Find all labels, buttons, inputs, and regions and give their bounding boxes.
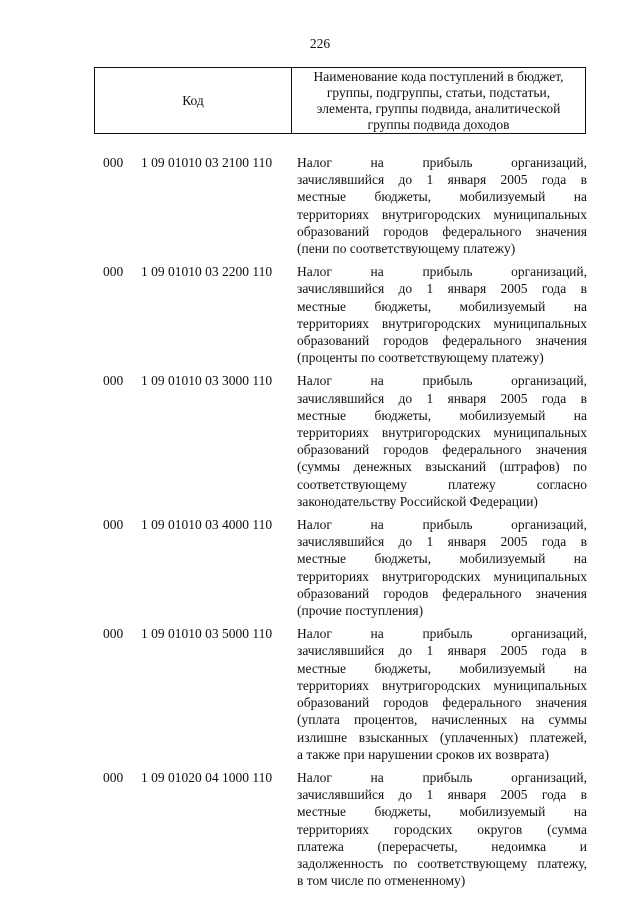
description-line: Налог на прибыль организаций,: [297, 373, 587, 389]
description-line: излишне взысканных (уплаченных) платежей,: [297, 729, 587, 745]
description-line: местные бюджеты, мобилизуемый на: [297, 189, 587, 205]
revenue-code: 1 09 01010 03 4000 110: [141, 517, 273, 533]
description-line: территориях внутригородских муниципальных: [297, 677, 587, 693]
description-line: территориях внутригородских муниципальных: [297, 315, 587, 331]
description-line: (суммы денежных взысканий (штрафов) по: [297, 459, 587, 475]
description-line: задолженность по соответствующему платежу,: [297, 855, 587, 871]
description-line: (уплата процентов, начисленных на суммы: [297, 712, 587, 728]
description-line: образований городов федерального значения: [297, 585, 587, 601]
header-code-cell: Код: [95, 68, 292, 133]
description-line: зачислявшийся до 1 января 2005 года в: [297, 643, 587, 659]
description-line: Налог на прибыль организаций,: [297, 769, 587, 785]
description-line: местные бюджеты, мобилизуемый на: [297, 660, 587, 676]
description-line: образований городов федерального значения: [297, 442, 587, 458]
admin-code: 000: [103, 626, 124, 642]
table-header: [94, 67, 586, 134]
table-row: [0, 769, 640, 889]
description-line: территориях внутригородских муниципальных: [297, 568, 587, 584]
description-line: законодательству Российской Федерации): [297, 493, 538, 509]
description-line: платежа (перерасчеты, недоимка и: [297, 838, 587, 854]
admin-code: 000: [103, 769, 124, 785]
revenue-description: [297, 769, 587, 889]
code-list: [0, 154, 640, 889]
revenue-code: 1 09 01010 03 2100 110: [141, 155, 273, 170]
description-line: Налог на прибыль организаций,: [297, 626, 587, 642]
description-line: Налог на прибыль организаций,: [297, 264, 587, 280]
admin-code: 000: [103, 517, 124, 533]
table-row: [0, 263, 640, 366]
admin-code: 000: [103, 264, 124, 280]
description-line: зачислявшийся до 1 января 2005 года в: [297, 787, 587, 803]
description-line: а также при нарушении сроков их возврата): [297, 746, 549, 762]
description-line: образований городов федерального значения: [297, 695, 587, 711]
description-line: зачислявшийся до 1 января 2005 года в: [297, 172, 587, 188]
revenue-code: 1 09 01020 04 1000 110: [141, 769, 273, 785]
description-line: соответствующему платежу согласно: [297, 476, 587, 492]
revenue-description: [297, 516, 587, 619]
revenue-code: 1 09 01010 03 5000 110: [141, 626, 273, 642]
description-line: территориях городских округов (сумма: [297, 821, 587, 837]
description-line: местные бюджеты, мобилизуемый на: [297, 407, 587, 423]
admin-code: 000: [103, 155, 124, 170]
description-line: (пени по соответствующему платежу): [297, 241, 516, 257]
revenue-description: [297, 625, 587, 763]
revenue-description: [297, 263, 587, 366]
table-row: [0, 372, 640, 510]
description-line: зачислявшийся до 1 января 2005 года в: [297, 390, 587, 406]
page-number: 226: [309, 36, 331, 51]
header-name-cell: Наименование кода поступлений в бюджет, группы, подгруппы, статьи, подстатьи, элемента, группы подвида, аналитической группы подвида доходов: [313, 68, 564, 132]
description-line: (проценты по соответствующему платежу): [297, 350, 544, 366]
table-row: [0, 516, 640, 619]
description-line: местные бюджеты, мобилизуемый на: [297, 804, 587, 820]
description-line: образований городов федерального значения: [297, 333, 587, 349]
description-line: Налог на прибыль организаций,: [297, 517, 587, 533]
description-line: местные бюджеты, мобилизуемый на: [297, 298, 587, 314]
description-line: образований городов федерального значения: [297, 223, 587, 239]
description-line: зачислявшийся до 1 января 2005 года в: [297, 281, 587, 297]
revenue-description: [297, 372, 587, 510]
table-row: [0, 154, 640, 257]
table-row: [0, 625, 640, 763]
description-line: Налог на прибыль организаций,: [297, 155, 587, 170]
admin-code: 000: [103, 373, 124, 389]
description-line: в том числе по отмененному): [297, 873, 466, 889]
description-line: территориях внутригородских муниципальных: [297, 425, 587, 441]
description-line: (прочие поступления): [297, 603, 424, 619]
revenue-description: [297, 154, 587, 257]
description-line: территориях внутригородских муниципальных: [297, 206, 587, 222]
revenue-code: 1 09 01010 03 3000 110: [141, 373, 273, 389]
description-line: местные бюджеты, мобилизуемый на: [297, 551, 587, 567]
revenue-code: 1 09 01010 03 2200 110: [141, 264, 273, 280]
description-line: зачислявшийся до 1 января 2005 года в: [297, 534, 587, 550]
